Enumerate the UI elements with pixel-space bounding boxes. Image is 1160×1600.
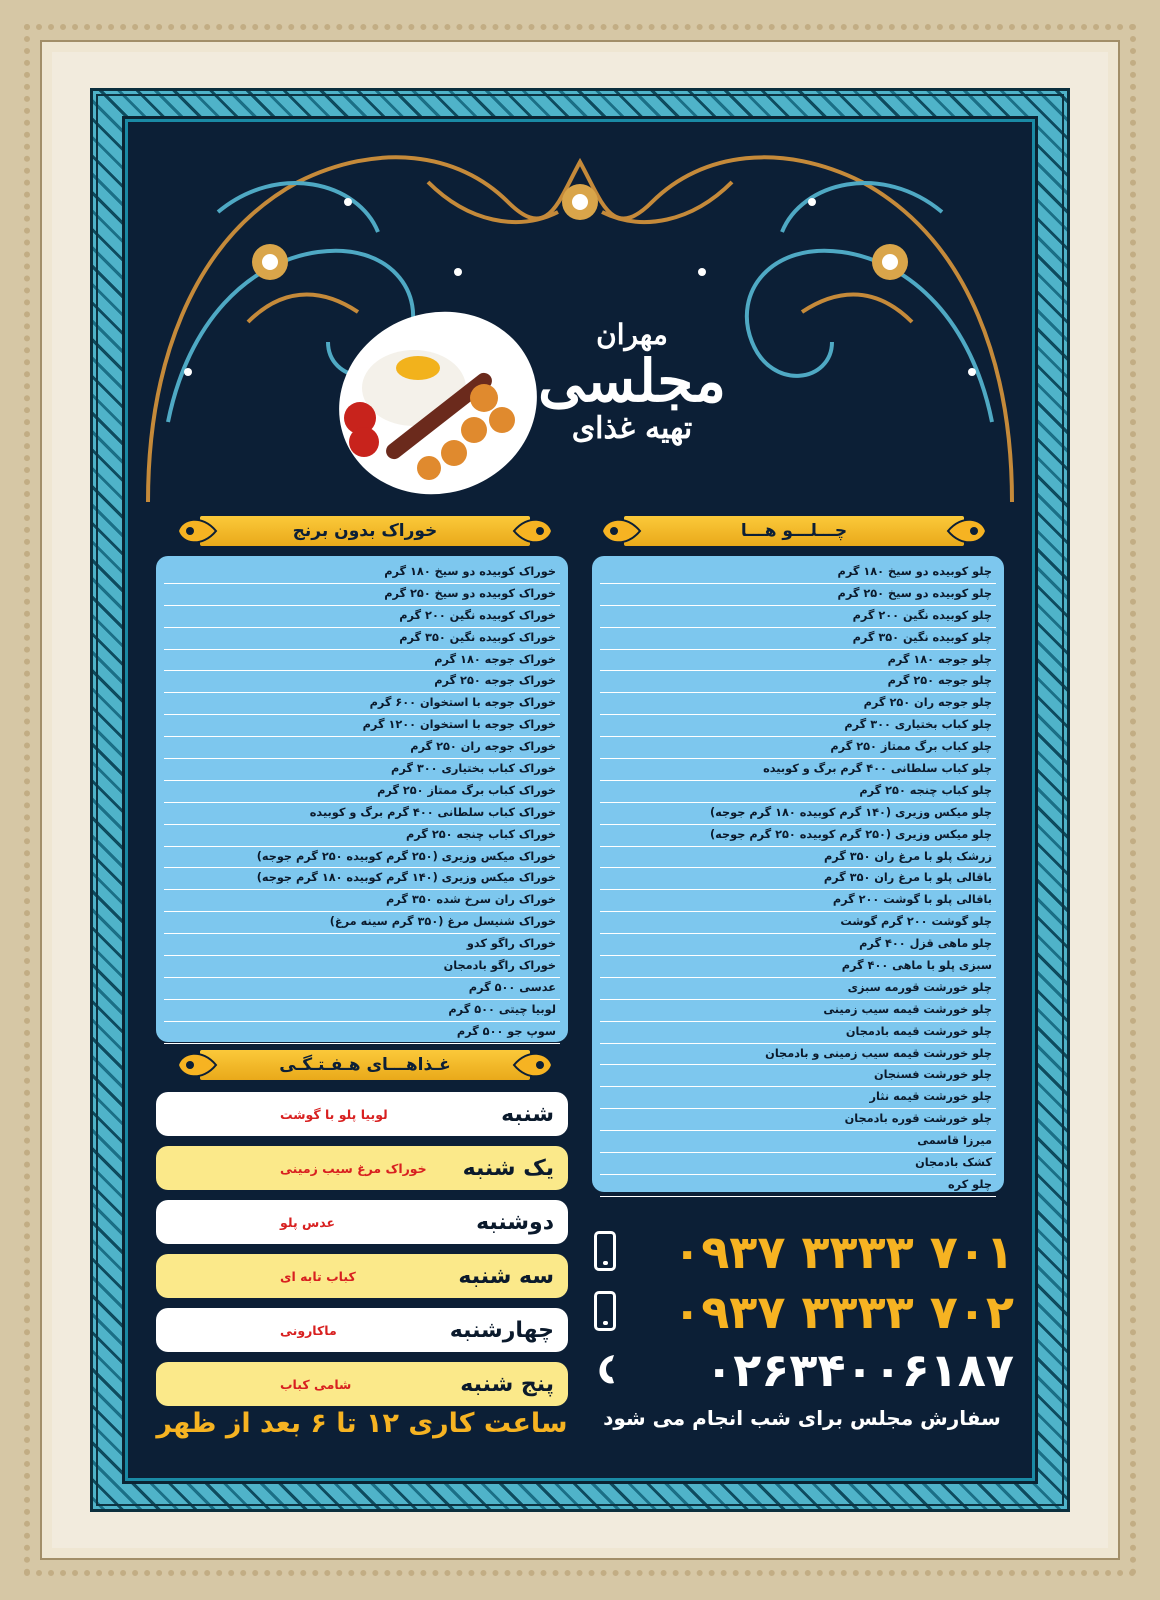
menu-item: چلو خورشت قیمه بادمجان xyxy=(600,1022,996,1044)
menu-item: چلو خورشت قوره بادمجان xyxy=(600,1109,996,1131)
flourish-icon xyxy=(172,1046,218,1084)
menu-item: خوراک جوجه ۱۸۰ گرم xyxy=(164,650,560,672)
menu-item: خوراک میکس وزیری (۱۴۰ گرم کوبیده ۱۸۰ گرم جوجه) xyxy=(164,868,560,890)
title-line2: غذای xyxy=(571,410,635,446)
weekly-row-1 xyxy=(156,1146,568,1190)
title-name: مهران xyxy=(596,318,668,351)
menu-item: چلو خورشت قیمه نثار xyxy=(600,1087,996,1109)
menu-item: عدسی ۵۰۰ گرم xyxy=(164,978,560,1000)
weekly-day: چهارشنبه xyxy=(449,1317,554,1343)
menu-item: خوراک کوبیده دو سیخ ۲۵۰ گرم xyxy=(164,584,560,606)
title-line1: تهیه xyxy=(644,410,693,446)
weekly-dish: خوراک مرغ سیب زمینی xyxy=(280,1160,427,1176)
menu-item: خوراک کوبیده نگین ۳۵۰ گرم xyxy=(164,628,560,650)
menu-item: چلو خورشت قورمه سبزی xyxy=(600,978,996,1000)
menu-item: چلو جوجه ۲۵۰ گرم xyxy=(600,671,996,693)
menu-item: خوراک راگو کدو xyxy=(164,934,560,956)
khorak-title: خوراک بدون برنج xyxy=(292,521,438,541)
weekly-row-3 xyxy=(156,1254,568,1298)
weekly-row-4 xyxy=(156,1308,568,1352)
weekly-row-5 xyxy=(156,1362,568,1406)
chelo-list xyxy=(592,556,1004,1192)
weekly-day: شنبه xyxy=(501,1101,554,1127)
menu-item: باقالی پلو با مرغ ران ۳۵۰ گرم xyxy=(600,868,996,890)
menu-item: خوراک کوبیده نگین ۲۰۰ گرم xyxy=(164,606,560,628)
menu-item: خوراک کباب چنجه ۲۵۰ گرم xyxy=(164,825,560,847)
menu-item: چلو کوبیده نگین ۳۵۰ گرم xyxy=(600,628,996,650)
weekly-day: یک شنبه xyxy=(462,1155,554,1181)
weekly-title: غـذاهـــای هـفـتـگـی xyxy=(279,1055,451,1075)
mobile-1-number: ۰۹۳۷ ۳۳۳۳ ۷۰۱ xyxy=(673,1225,1014,1279)
menu-item: چلو جوجه ران ۲۵۰ گرم xyxy=(600,693,996,715)
weekly-day: سه شنبه xyxy=(458,1263,554,1289)
flourish-icon xyxy=(172,512,218,550)
weekly-row-2 xyxy=(156,1200,568,1244)
weekly-banner xyxy=(200,1050,530,1080)
mobile-2-number: ۰۹۳۷ ۳۳۳۳ ۷۰۲ xyxy=(673,1285,1014,1339)
menu-item: سبزی پلو با ماهی ۴۰۰ گرم xyxy=(600,956,996,978)
landline[interactable] xyxy=(594,1344,1014,1396)
menu-item: خوراک کوبیده دو سیخ ۱۸۰ گرم xyxy=(164,562,560,584)
landline-number: ۰۲۶۳۴۰۰۶۱۸۷ xyxy=(705,1343,1014,1397)
flourish-icon xyxy=(946,512,992,550)
menu-item: چلو کباب چنجه ۲۵۰ گرم xyxy=(600,781,996,803)
menu-item: خوراک جوجه با استخوان ۱۲۰۰ گرم xyxy=(164,715,560,737)
menu-item: خوراک کباب برگ ممتاز ۲۵۰ گرم xyxy=(164,781,560,803)
telephone-icon xyxy=(594,1349,620,1391)
menu-item: خوراک جوجه با استخوان ۶۰۰ گرم xyxy=(164,693,560,715)
menu-item: چلو ماهی قزل ۴۰۰ گرم xyxy=(600,934,996,956)
menu-item: خوراک کباب سلطانی ۴۰۰ گرم برگ و کوبیده xyxy=(164,803,560,825)
menu-item: چلو جوجه ۱۸۰ گرم xyxy=(600,650,996,672)
mobile-2[interactable] xyxy=(594,1286,1014,1338)
menu-item: خوراک شنیسل مرغ (۳۵۰ گرم سینه مرغ) xyxy=(164,912,560,934)
mobile-1[interactable] xyxy=(594,1226,1014,1278)
menu-item: چلو کباب برگ ممتاز ۲۵۰ گرم xyxy=(600,737,996,759)
menu-item: کشک بادمجان xyxy=(600,1153,996,1175)
menu-item: چلو خورشت فسنجان xyxy=(600,1065,996,1087)
menu-item: سوپ جو ۵۰۰ گرم xyxy=(164,1022,560,1044)
khorak-list xyxy=(156,556,568,1042)
night-order-note: سفارش مجلس برای شب انجام می شود xyxy=(603,1406,1001,1430)
menu-item: خوراک ران سرخ شده ۳۵۰ گرم xyxy=(164,890,560,912)
menu-item: خوراک جوجه ۲۵۰ گرم xyxy=(164,671,560,693)
title-block xyxy=(502,318,762,445)
menu-item: لوبیا چیتی ۵۰۰ گرم xyxy=(164,1000,560,1022)
flourish-icon xyxy=(512,1046,558,1084)
menu-item: چلو کوبیده دو سیخ ۲۵۰ گرم xyxy=(600,584,996,606)
khorak-banner xyxy=(200,516,530,546)
menu-item: خوراک راگو بادمجان xyxy=(164,956,560,978)
menu-item: چلو کره xyxy=(600,1175,996,1197)
menu-item: چلو کوبیده دو سیخ ۱۸۰ گرم xyxy=(600,562,996,584)
title-main: مجلسی xyxy=(538,347,726,415)
weekly-day: دوشنبه xyxy=(476,1209,554,1235)
flourish-icon xyxy=(512,512,558,550)
menu-item: چلو خورشت قیمه سیب زمینی xyxy=(600,1000,996,1022)
menu-item: چلو کباب بختیاری ۳۰۰ گرم xyxy=(600,715,996,737)
weekly-dish: عدس پلو xyxy=(280,1214,335,1230)
menu-item: میرزا قاسمی xyxy=(600,1131,996,1153)
menu-item: چلو کوبیده نگین ۲۰۰ گرم xyxy=(600,606,996,628)
mobile-phone-icon xyxy=(594,1291,620,1333)
menu-item: خوراک میکس وزیری (۲۵۰ گرم کوبیده ۲۵۰ گرم جوجه) xyxy=(164,847,560,869)
mobile-phone-icon xyxy=(594,1231,620,1273)
working-hours: ساعت کاری ۱۲ تا ۶ بعد از ظهر xyxy=(156,1408,568,1439)
chelo-banner xyxy=(624,516,964,546)
weekly-dish: شامی کباب xyxy=(280,1376,352,1392)
weekly-dish: ماکارونی xyxy=(280,1322,337,1338)
menu-item: خوراک جوجه ران ۲۵۰ گرم xyxy=(164,737,560,759)
flourish-icon xyxy=(596,512,642,550)
weekly-row-0 xyxy=(156,1092,568,1136)
weekly-dish: لوبیا پلو با گوشت xyxy=(280,1106,388,1122)
chelo-title: چـــلـــو هـــا xyxy=(740,521,848,541)
menu-item: چلو میکس وزیری (۱۴۰ گرم کوبیده ۱۸۰ گرم جوجه) xyxy=(600,803,996,825)
menu-item: باقالی پلو با گوشت ۲۰۰ گرم xyxy=(600,890,996,912)
menu-item: چلو خورشت قیمه سیب زمینی و بادمجان xyxy=(600,1044,996,1066)
weekly-day: پنج شنبه xyxy=(460,1371,554,1397)
menu-item: چلو گوشت ۲۰۰ گرم گوشت xyxy=(600,912,996,934)
menu-item: چلو میکس وزیری (۲۵۰ گرم کوبیده ۲۵۰ گرم جوجه) xyxy=(600,825,996,847)
menu-item: خوراک کباب بختیاری ۳۰۰ گرم xyxy=(164,759,560,781)
menu-item: چلو کباب سلطانی ۴۰۰ گرم برگ و کوبیده xyxy=(600,759,996,781)
menu-item: زرشک پلو با مرغ ران ۳۵۰ گرم xyxy=(600,847,996,869)
weekly-dish: کباب تابه ای xyxy=(280,1268,356,1284)
